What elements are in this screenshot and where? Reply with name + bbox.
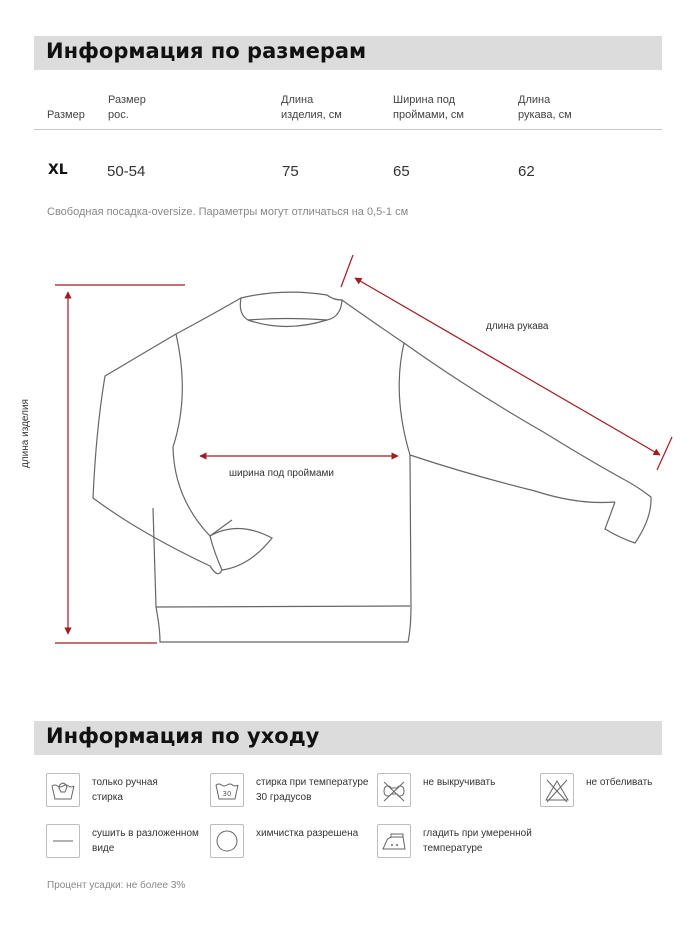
- dry-clean-icon: [210, 824, 244, 858]
- cell-length: 75: [282, 163, 299, 180]
- table-divider: [34, 129, 662, 130]
- care-text-dry-flat: [92, 826, 212, 856]
- care-text-line1: химчистка разрешена: [256, 828, 359, 839]
- cell-size: XL: [48, 162, 68, 178]
- width-label: ширина под проймами: [229, 468, 335, 479]
- iron-medium-icon: [377, 824, 411, 858]
- care-text-iron: [423, 826, 553, 856]
- care-text-no-bleach: [586, 775, 666, 790]
- header-width-line1: Ширина под: [393, 94, 455, 106]
- size-info-header: [34, 36, 662, 70]
- length-label: длина изделия: [20, 399, 31, 468]
- fit-note: Свободная посадка-oversize. Параметры могут отличаться на 0,5-1 см: [47, 206, 409, 218]
- care-text-hand-wash: [92, 775, 202, 805]
- care-text-line1: не отбеливать: [586, 777, 653, 788]
- sweatshirt-outline: [93, 292, 651, 642]
- care-text-line1: гладить при умеренной: [423, 828, 532, 839]
- hand-wash-icon: [46, 773, 80, 807]
- care-text-line1: не выкручивать: [423, 777, 496, 788]
- wash-temp-badge: 30: [222, 790, 232, 798]
- header-length: [281, 93, 342, 123]
- do-not-wring-icon: [377, 773, 411, 807]
- sleeve-length-label: длина рукава: [486, 321, 549, 332]
- care-text-line1: только ручная: [92, 777, 158, 788]
- cell-width: 65: [393, 163, 410, 180]
- care-text-no-wring: [423, 775, 533, 790]
- cell-ros: 50-54: [107, 163, 146, 180]
- care-text-wash-30: [256, 775, 386, 805]
- cell-sleeve: 62: [518, 163, 535, 180]
- sweatshirt-diagram: [0, 240, 698, 660]
- care-info-title: Информация по уходу: [46, 724, 320, 748]
- care-text-line2: виде: [92, 843, 115, 854]
- care-text-dry-clean: [256, 826, 386, 841]
- care-text-line1: сушить в разложенном: [92, 828, 199, 839]
- header-size: [47, 108, 85, 123]
- header-ros: [108, 93, 146, 123]
- care-text-line2: стирка: [92, 792, 123, 803]
- care-text-line1: стирка при температуре: [256, 777, 369, 788]
- sleeve-start-guide: [341, 255, 353, 287]
- care-text-line2: 30 градусов: [256, 792, 312, 803]
- header-width-line2: проймами, см: [393, 109, 464, 121]
- sleeve-end-guide: [657, 437, 672, 470]
- header-length-line2: изделия, см: [281, 109, 342, 121]
- dry-flat-icon: [46, 824, 80, 858]
- care-info-header: [34, 721, 662, 755]
- header-length-line1: Длина: [281, 94, 314, 106]
- header-ros-line1: Размер: [108, 94, 146, 106]
- header-sleeve: [518, 93, 572, 123]
- header-width: [393, 93, 464, 123]
- header-sleeve-line1: Длина: [518, 94, 551, 106]
- header-sleeve-line2: рукава, см: [518, 109, 572, 121]
- measurement-lines: [55, 255, 672, 643]
- header-size-text: Размер: [47, 109, 85, 121]
- header-ros-line2: рос.: [108, 109, 129, 121]
- shrink-note: Процент усадки: не более 3%: [47, 880, 186, 891]
- care-text-line2: температуре: [423, 843, 483, 854]
- do-not-bleach-icon: [540, 773, 574, 807]
- size-info-title: Информация по размерам: [46, 39, 367, 63]
- wash-30-icon: [210, 773, 244, 807]
